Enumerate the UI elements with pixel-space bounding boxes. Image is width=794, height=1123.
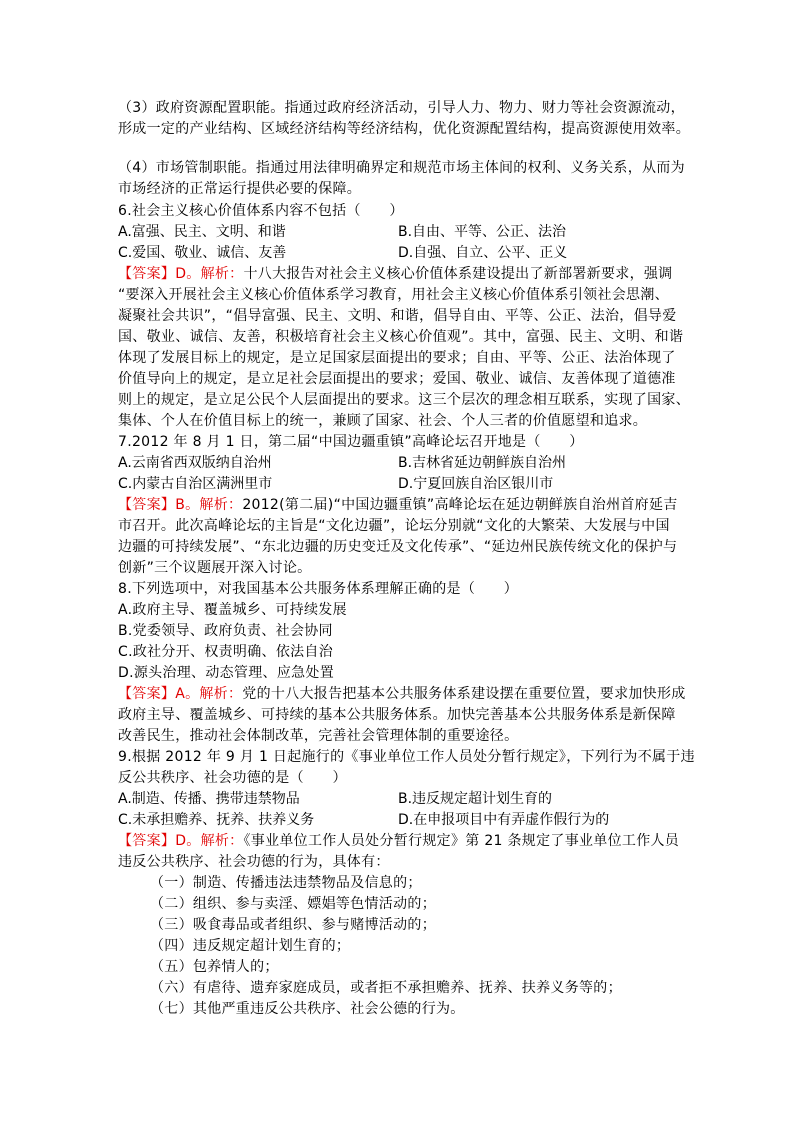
q8-option-c: C.政社分开、权责明确、依法自治	[118, 644, 334, 660]
q8-stem: 8.下列选项中，对我国基本公共服务体系理解正确的是（ ）	[118, 581, 519, 597]
q7-stem: 7.2012 年 8 月 1 日，第二届“中国边疆重镇”高峰论坛召开地是（ ）	[118, 434, 584, 450]
q6-option-a: A.富强、民主、文明、和谐	[118, 224, 286, 240]
q9-option-c: C.未承担赡养、抚养、扶养义务	[118, 812, 315, 828]
q6-answer-label: 【答案】D。解析：	[118, 266, 244, 282]
q6-answer-line-8: 集体、个人在价值目标上的统一，兼顾了国家、社会、个人三者的价值愿望和追求。	[118, 413, 648, 429]
q9-options-row-1	[118, 789, 553, 809]
q7-answer-line-4: 创新”三个议题展开深入讨论。	[118, 560, 312, 576]
q7-answer-line-3: 边疆的可持续发展”、“东北边疆的历史变迁及文化传承”、“延边州民族传统文化的保护与	[118, 539, 678, 555]
q9-stem-line-1: 9.根据 2012 年 9 月 1 日起施行的《事业单位工作人员处分暂行规定》，下列行为不属于违	[118, 749, 695, 765]
q8-answer-line-2: 政府主导、覆盖城乡、可持续的基本公共服务体系。加快完善基本公共服务体系是新保障	[118, 707, 676, 723]
q9-list-item: （七）其他严重违反公共秩序、社会公德的行为。	[150, 1001, 465, 1017]
q9-stem-line-2: 反公共秩序、社会功德的是（ ）	[118, 770, 347, 786]
q6-options-row-2	[118, 243, 568, 263]
q7-answer-line-2: 市召开。此次高峰论坛的主旨是“文化边疆”，论坛分别就“文化的大繁荣、大发展与中国	[118, 518, 670, 534]
q8-answer-label: 【答案】A。解析：	[118, 686, 243, 702]
q6-answer-line-1: 【答案】D。解析：十八大报告对社会主义核心价值体系建设提出了新部署新要求，强调	[118, 266, 673, 282]
q9-options-row-2	[118, 810, 610, 830]
q9-list-item: （六）有虐待、遗弃家庭成员，或者拒不承担赡养、抚养、扶养义务等的；	[150, 980, 622, 996]
q6-answer-line-5: 体现了发展目标上的规定，是立足国家层面提出的要求；自由、平等、公正、法治体现了	[118, 350, 676, 366]
q6-option-c: C.爱国、敬业、诚信、友善	[118, 245, 287, 261]
q7-options-row-2	[118, 474, 554, 494]
q6-answer-line-6: 价值导向上的规定，是立足社会层面提出的要求；爱国、敬业、诚信、友善体现了道德准	[118, 371, 676, 387]
q6-answer-line-3: 凝聚社会共识”，“倡导富强、民主、文明、和谐，倡导自由、平等、公正、法治，倡导爱	[118, 308, 677, 324]
para-4-line-2: 市场经济的正常运行提供必要的保障。	[118, 181, 362, 197]
q6-answer-line-4: 国、敬业、诚信、友善，积极培育社会主义核心价值观”。其中，富强、民主、文明、和谐	[118, 329, 684, 345]
q7-answer-line-1: 【答案】B。解析：2012(第二届)“中国边疆重镇”高峰论坛在延边朝鲜族自治州首府延吉	[118, 497, 678, 513]
q9-list-item: （一）制造、传播违法违禁物品及信息的；	[150, 875, 422, 891]
para-4-line-1: （4）市场管制职能。指通过用法律明确界定和规范市场主体间的权利、义务关系，从而为	[118, 160, 685, 176]
q7-option-c: C.内蒙古自治区满洲里市	[118, 476, 273, 492]
para-3-line-2: 形成一定的产业结构、区域经济结构等经济结构，优化资源配置结构，提高资源使用效率。	[118, 121, 690, 137]
q6-option-d: D.自强、自立、公平、正义	[398, 245, 568, 261]
q8-answer-line-1: 【答案】A。解析：党的十八大报告把基本公共服务体系建设摆在重要位置，要求加快形成	[118, 686, 686, 702]
q9-answer-line-1: 【答案】D。解析：《事业单位工作人员处分暂行规定》第 21 条规定了事业单位工作人员	[118, 833, 680, 849]
q9-option-b: B.违反规定超计划生育的	[398, 791, 553, 807]
q7-option-a: A.云南省西双版纳自治州	[118, 455, 272, 471]
q9-option-a: A.制造、传播、携带违禁物品	[118, 791, 300, 807]
q7-option-b: B.吉林省延边朝鲜族自治州	[398, 455, 567, 471]
q9-answer-line-2: 违反公共秩序、社会功德的行为，具体有：	[118, 854, 390, 870]
q9-list-item: （四）违反规定超计划生育的；	[150, 938, 351, 954]
q8-option-a: A.政府主导、覆盖城乡、可持续发展	[118, 602, 347, 618]
q9-answer-label: 【答案】D。解析：	[118, 833, 244, 849]
q6-options-row-1	[118, 222, 567, 242]
para-3-line-1: （3）政府资源配置职能。指通过政府经济活动，引导人力、物力、财力等社会资源流动，	[118, 100, 685, 116]
q9-list-item: （三）吸食毒品或者组织、参与赌博活动的；	[150, 917, 436, 933]
q8-option-d: D.源头治理、动态管理、应急处置	[118, 665, 335, 681]
q7-options-row-1	[118, 453, 567, 473]
q9-option-d: D.在申报项目中有弄虚作假行为的	[398, 812, 610, 828]
q8-option-b: B.党委领导、政府负责、社会协同	[118, 623, 333, 639]
q6-answer-line-2: “要深入开展社会主义核心价值体系学习教育，用社会主义核心价值体系引领社会思潮、	[118, 287, 669, 303]
q7-answer-label: 【答案】B。解析：	[118, 497, 243, 513]
q8-answer-line-3: 改善民生，推动社会体制改革，完善社会管理体制的重要途径。	[118, 728, 519, 744]
q6-option-b: B.自由、平等、公正、法治	[398, 224, 567, 240]
q6-answer-line-7: 则上的规定，是立足公民个人层面提出的要求。这三个层次的理念相互联系，实现了国家、	[118, 392, 690, 408]
q9-list-item: （五）包养情人的；	[150, 959, 279, 975]
q7-option-d: D.宁夏回族自治区银川市	[398, 476, 554, 492]
q6-stem: 6.社会主义核心价值体系内容不包括（ ）	[118, 203, 404, 219]
q9-list-item: （二）组织、参与卖淫、嫖娼等色情活动的；	[150, 896, 436, 912]
